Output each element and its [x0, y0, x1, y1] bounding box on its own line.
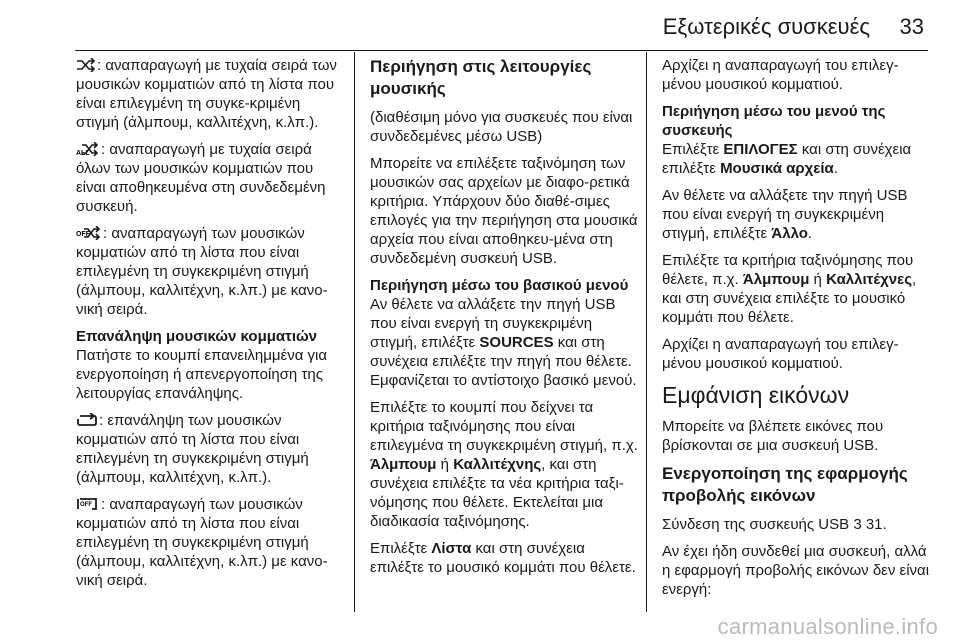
paragraph: Μπορείτε να επιλέξετε ταξινόμηση των μουσικών σας αρχείων με διαφο-ρετικά κριτήρια. Υπάρχουν δύο διαθέ-σιμες επιλογές για την περιήγηση στα μουσικά αρχεία που είναι αποθηκευ-μένα στη συνδεδεμένη συσκευή USB. [370, 155, 638, 267]
paragraph: Αν θέλετε να αλλάξετε την πηγή USB που είναι ενεργή τη συγκεκριμένη στιγμή, επιλέξτε SOURCES και στη συνέχεια επιλέξτε την πηγή που θέλετε. Εμφανίζεται το αντίστοιχο βασικό μενού. [370, 296, 637, 389]
column-1 [76, 56, 346, 598]
watermark: carmanualsonline.info [717, 614, 938, 639]
paragraph: Επιλέξτε το κουμπί που δείχνει τα κριτήρια ταξινόμησης που είναι επιλεγμένα τη συγκεκριμένη στιγμή, π.χ. Άλμπουμ ή Καλλιτέχνης, και στη συνέχεια επιλέξτε τα νέα κριτήρια ταξι-νόμησης που θέλετε. Εκτελείται μια διαδικασία ταξινόμησης. [370, 399, 638, 530]
paragraph: : επανάληψη των μουσικών κομματιών από τη λίστα που είναι επιλεγμένη τη συγκεκριμένη στιγμή (άλμπουμ, καλλιτέχνη, κ.λπ.). [76, 412, 309, 486]
page-header [0, 0, 960, 50]
column-divider [646, 52, 647, 612]
paragraph: : αναπαραγωγή με τυχαία σειρά των μουσικών κομματιών από τη λίστα που είναι επιλεγμένη τη συγκε-κριμένη στιγμή (άλμπουμ, καλλιτέχνη, κ.λπ.). [76, 57, 337, 131]
repeat-icon [76, 413, 98, 427]
shuffle-icon [76, 58, 96, 72]
paragraph: OFF : αναπαραγωγή των μουσικών κομματιών από τη λίστα που είναι επιλεγμένη τη συγκεκριμένη στιγμή (άλμπουμ, καλλιτέχνη, κ.λπ.) με κανο-νική σειρά. [76, 496, 328, 589]
shuffle-off-icon [76, 226, 102, 240]
page-reference-link[interactable]: 3 31. [853, 516, 887, 533]
paragraph: Επιλέξτε Λίστα και στη συνέχεια επιλέξτε το μουσικό κομμάτι που θέλετε. [370, 540, 636, 576]
svg-text:OFF: OFF [76, 231, 90, 238]
section-heading: Περιήγηση στις λειτουργίες μουσικής [370, 57, 592, 98]
shuffle-all-icon [76, 142, 100, 156]
paragraph: Σύνδεση της συσκευής USB 3 31. [662, 516, 887, 533]
column-2 [370, 56, 638, 585]
paragraph: Αρχίζει η αναπαραγωγή του επιλεγ-μένου μουσικού κομματιού. [662, 336, 899, 372]
device-menu-heading: Περιήγηση μέσω του μενού της συσκευής [662, 103, 886, 139]
header-rule [75, 50, 928, 51]
paragraph: Επιλέξτε ΕΠΙΛΟΓΕΣ και στη συνέχεια επιλέξτε Μουσικά αρχεία. [662, 141, 912, 177]
svg-text:OFF: OFF [80, 502, 92, 508]
paragraph: Αρχίζει η αναπαραγωγή του επιλεγ-μένου μουσικού κομματιού. [662, 57, 899, 93]
paragraph: Επιλέξτε τα κριτήρια ταξινόμησης που θέλετε, π.χ. Άλμπουμ ή Καλλιτέχνες, και στη συνέχεια επιλέξτε το μουσικό κομμάτι που θέλετε. [662, 252, 917, 326]
paragraph: Αν έχει ήδη συνδεθεί μια συσκευή, αλλά η εφαρμογή προβολής εικόνων δεν είναι ενεργή: [662, 543, 930, 598]
column-3 [662, 56, 930, 607]
pictures-heading: Εμφάνιση εικόνων [662, 382, 850, 408]
activate-heading: Ενεργοποίηση της εφαρμογής προβολής εικόνων [662, 464, 908, 505]
page-number: 33 [899, 14, 924, 39]
paragraph: Μπορείτε να βλέπετε εικόνες που βρίσκονται σε μια συσκευή USB. [662, 418, 884, 454]
paragraph: ALL : αναπαραγωγή με τυχαία σειρά όλων των μουσικών κομματιών που είναι αποθηκευμένα στη συνδεδεμένη συσκευή. [76, 141, 326, 215]
column-divider [354, 52, 355, 612]
svg-text:ALL: ALL [76, 150, 90, 156]
repeat-heading: Επανάληψη μουσικών κομματιών [76, 328, 318, 345]
main-menu-heading: Περιήγηση μέσω του βασικού μενού [370, 277, 629, 294]
paragraph: Αν θέλετε να αλλάξετε την πηγή USB που είναι ενεργή τη συγκεκριμένη στιγμή, επιλέξτε Άλλο. [662, 187, 908, 242]
paragraph: Πατήστε το κουμπί επανειλημμένα για ενεργοποίηση ή απενεργοποίηση της λειτουργίας επανάληψης. [76, 347, 328, 402]
page-title: Εξωτερικές συσκευές [662, 14, 870, 39]
repeat-off-icon [76, 497, 100, 511]
paragraph: OFF : αναπαραγωγή των μουσικών κομματιών από τη λίστα που είναι επιλεγμένη τη συγκεκριμένη στιγμή (άλμπουμ, καλλιτέχνη, κ.λπ.) με κανο-νική σειρά. [76, 225, 328, 318]
paragraph: (διαθέσιμη μόνο για συσκευές που είναι συνδεδεμένες μέσω USB) [370, 109, 633, 145]
